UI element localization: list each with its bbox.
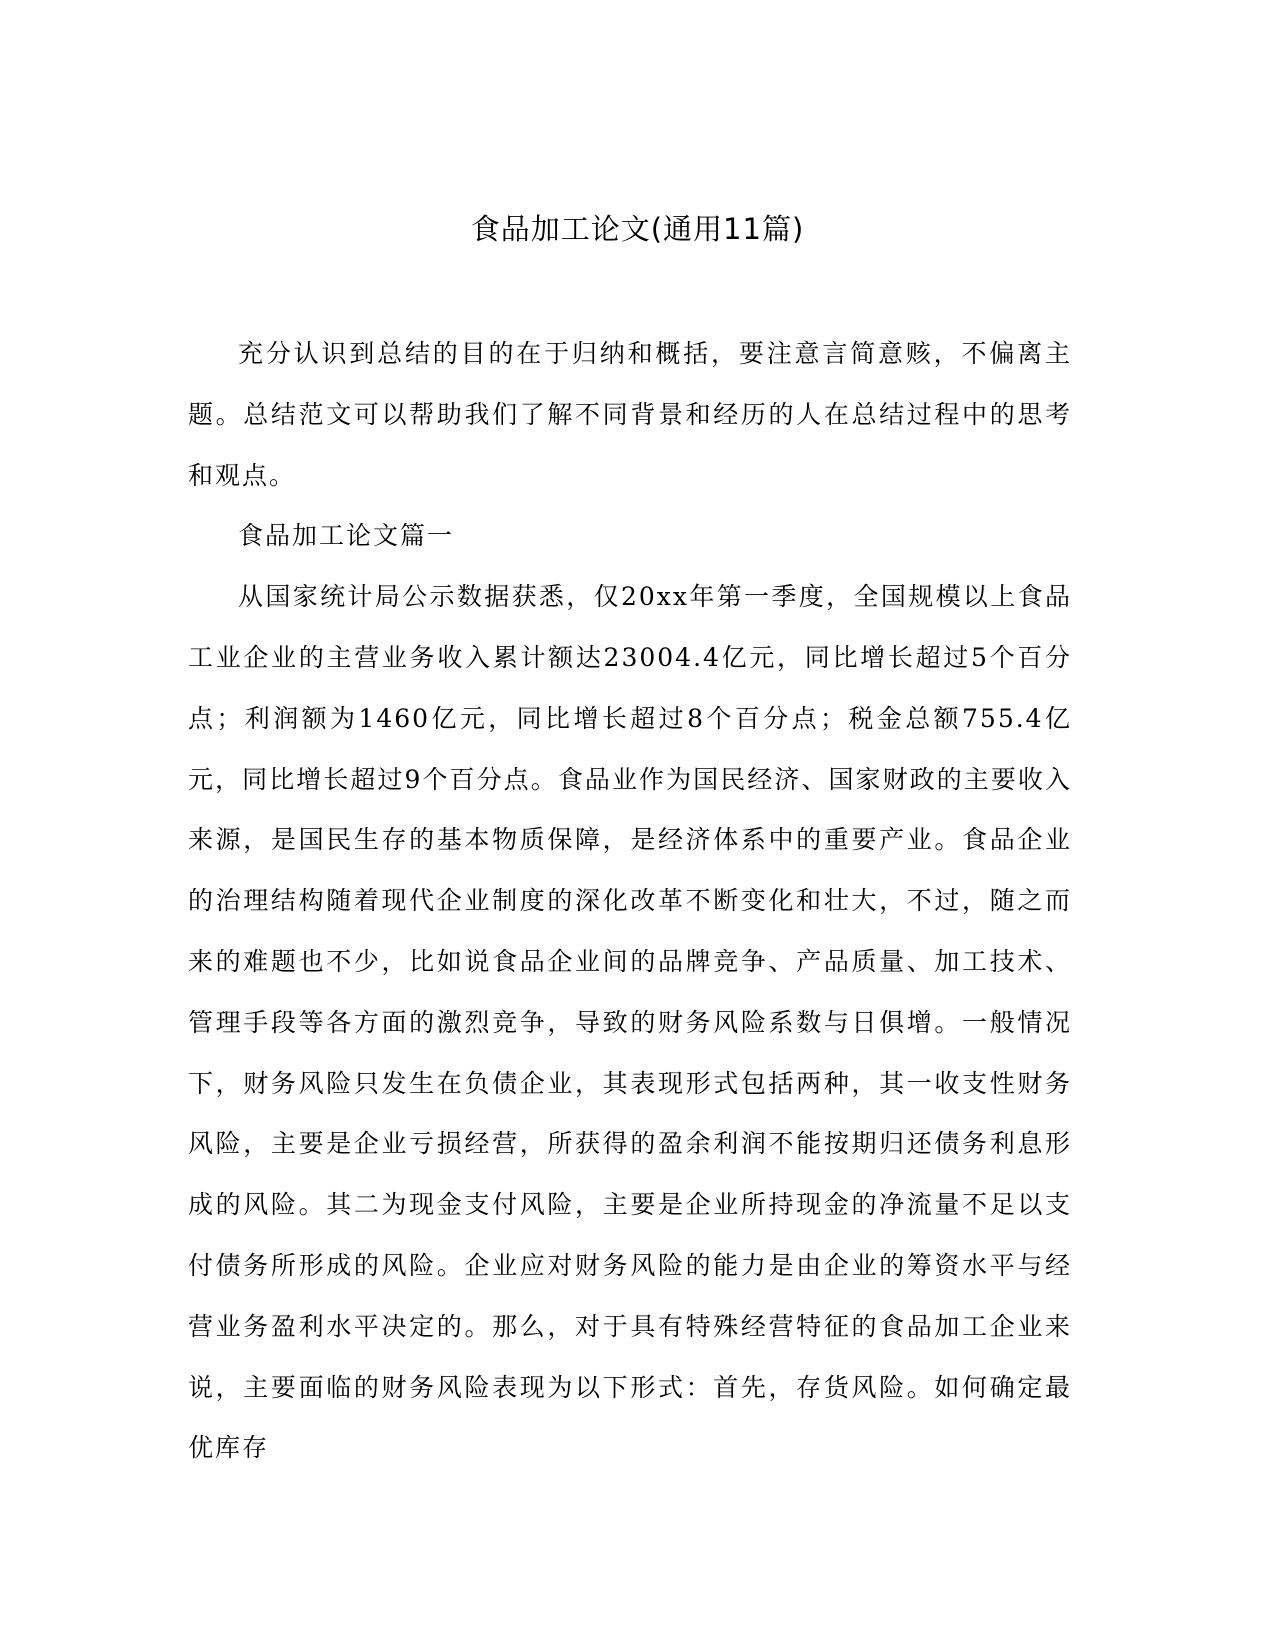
section-heading: 食品加工论文篇一 — [238, 521, 455, 551]
document-title: 食品加工论文(通用11篇) — [470, 212, 805, 246]
body-paragraph: 从国家统计局公示数据获悉，仅20xx年第一季度，全国规模以上食品工业企业的主营业务收入累计额达23004.4亿元，同比增长超过5个百分点；利润额为1460亿元，同比增长超过8个百分点；税金总额755.4亿元，同比增长超过9个百分点。食品业作为国民经济、国家财政的主要收入来源，是国民生存的基本物质保障，是经济体系中的重要产业。食品企业的治理结构随着现代企业制度的深化改革不断变化和壮大，不过，随之而来的难题也不少，比如说食品企业间的品牌竞争、产品质量、加工技术、管理手段等各方面的激烈竞争，导致的财务风险系数与日俱增。一般情况下，财务风险只发生在负债企业，其表现形式包括两种，其一收支性财务风险，主要是企业亏损经营，所获得的盈余利润不能按期归还债务利息形成的风险。其二为现金支付风险，主要是企业所持现金的净流量不足以支付债务所形成的风险。企业应对财务风险的能力是由企业的筹资水平与经营业务盈利水平决定的。那么，对于具有特殊经营特征的食品加工企业来说，主要面临的财务风险表现为以下形式：首先，存货风险。如何确定最优库存 — [188, 582, 1072, 1463]
intro-paragraph: 充分认识到总结的目的在于归纳和概括，要注意言简意赅，不偏离主题。总结范文可以帮助我们了解不同背景和经历的人在总结过程中的思考和观点。 — [188, 339, 1072, 490]
document-body — [188, 324, 1072, 1479]
